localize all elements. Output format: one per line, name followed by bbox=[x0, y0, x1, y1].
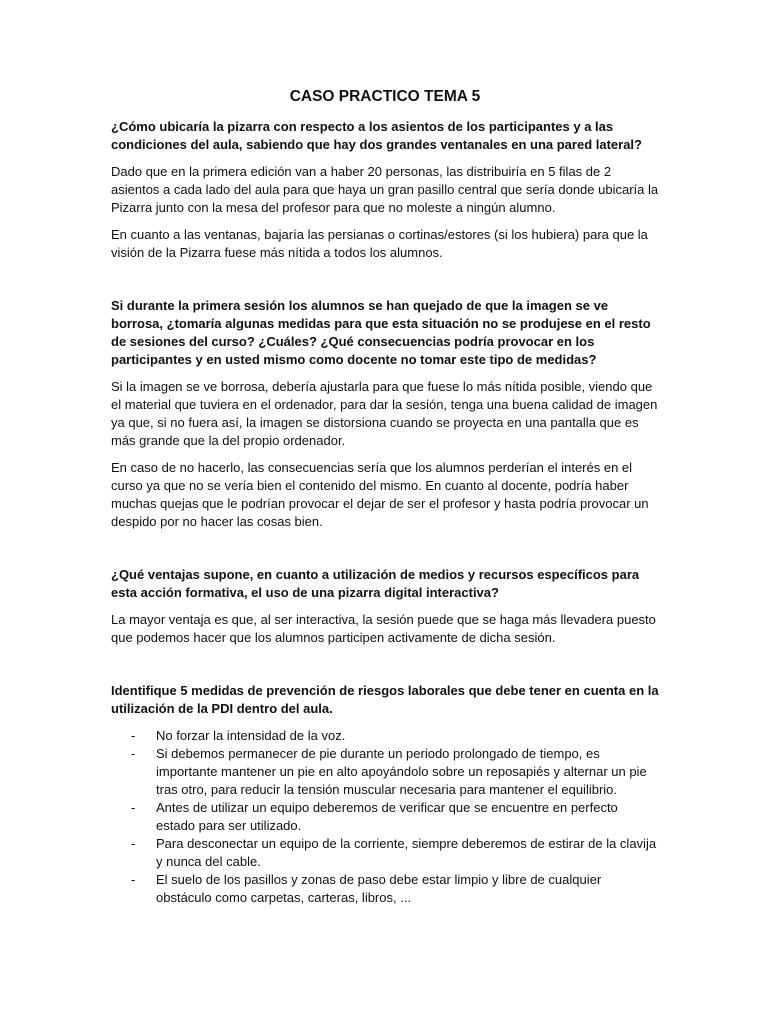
answer-paragraph: Si la imagen se ve borrosa, debería ajustarla para que fuese lo más nítida posible, viendo que el material que tuviera en el ordenador, para dar la sesión, tenga una buena calidad de imagen ya que, si no fuera así, la imagen se distorsiona cuando se proyecta en una pantalla que es más grande que la del propio ordenador. bbox=[111, 379, 658, 448]
list-item bbox=[111, 745, 659, 799]
question-heading: ¿Qué ventajas supone, en cuanto a utilización de medios y recursos específicos para esta acción formativa, el uso de una pizarra digital interactiva? bbox=[111, 567, 640, 600]
list-item bbox=[111, 799, 659, 835]
list-item-text: Si debemos permanecer de pie durante un periodo prolongado de tiempo, es importante mantener un pie en alto apoyándolo sobre un reposapiés y alternar un pie tras otro, para reducir la tensión muscular necesaria para mantener el equilibrio. bbox=[156, 746, 647, 797]
list-item bbox=[111, 835, 659, 871]
page-title: CASO PRACTICO TEMA 5 bbox=[289, 88, 481, 105]
question-heading: Si durante la primera sesión los alumnos se han quejado de que la imagen se ve borrosa, ¿tomaría algunas medidas para que esta situación no se produjese en el resto de sesiones del curso? ¿Cuáles? ¿Qué consecuencias podría provocar en los participantes y en usted mismo como docente no tomar este tipo de medidas? bbox=[111, 298, 651, 367]
question-heading: ¿Cómo ubicaría la pizarra con respecto a los asientos de los participantes y a las condiciones del aula, sabiendo que hay dos grandes ventanales en una pared lateral? bbox=[111, 119, 642, 152]
bullet-dash: - bbox=[131, 836, 136, 851]
list-item bbox=[111, 727, 659, 745]
list-item-text: No forzar la intensidad de la voz. bbox=[156, 728, 346, 743]
section-pdi-advantages bbox=[111, 566, 659, 647]
answer-paragraph: En cuanto a las ventanas, bajaría las persianas o cortinas/estores (si los hubiera) para que la visión de la Pizarra fuese más nítida a todos los alumnos. bbox=[111, 227, 648, 260]
bullet-dash: - bbox=[131, 872, 136, 887]
section-pizarra-placement bbox=[111, 118, 659, 262]
list-item bbox=[111, 871, 659, 907]
answer-paragraph: Dado que en la primera edición van a haber 20 personas, las distribuiría en 5 filas de 2 asientos a cada lado del aula para que haya un gran pasillo central que sería donde ubicaría la Pizarra junto con la mesa del profesor para que no moleste a ningún alumno. bbox=[111, 164, 659, 215]
list-item-text: Antes de utilizar un equipo deberemos de verificar que se encuentre en perfecto estado para ser utilizado. bbox=[156, 800, 618, 833]
section-spacer bbox=[111, 656, 659, 682]
question-heading: Identifique 5 medidas de prevención de riesgos laborales que debe tener en cuenta en la utilización de la PDI dentro del aula. bbox=[111, 683, 659, 716]
answer-paragraph: La mayor ventaja es que, al ser interactiva, la sesión puede que se haga más llevadera puesto que podemos hacer que los alumnos participen activamente de dicha sesión. bbox=[111, 612, 656, 645]
prevention-measures-list bbox=[111, 727, 659, 907]
document-body bbox=[111, 86, 659, 907]
answer-paragraph: En caso de no hacerlo, las consecuencias sería que los alumnos perderían el interés en el curso ya que no se vería bien el contenido del mismo. En cuanto al docente, podría haber muchas quejas que le podrían provocar el dejar de ser el profesor y hasta podría provocar un despido por no hacer las cosas bien. bbox=[111, 460, 649, 529]
section-risk-prevention bbox=[111, 682, 659, 907]
bullet-dash: - bbox=[131, 728, 136, 743]
section-blurry-image bbox=[111, 297, 659, 531]
list-item-text: El suelo de los pasillos y zonas de paso debe estar limpio y libre de cualquier obstáculo como carpetas, carteras, libros, ... bbox=[156, 872, 602, 905]
bullet-dash: - bbox=[131, 800, 136, 815]
section-spacer bbox=[111, 540, 659, 566]
list-item-text: Para desconectar un equipo de la corriente, siempre deberemos de estirar de la clavija y nunca del cable. bbox=[156, 836, 657, 869]
bullet-dash: - bbox=[131, 746, 136, 761]
section-spacer bbox=[111, 271, 659, 297]
